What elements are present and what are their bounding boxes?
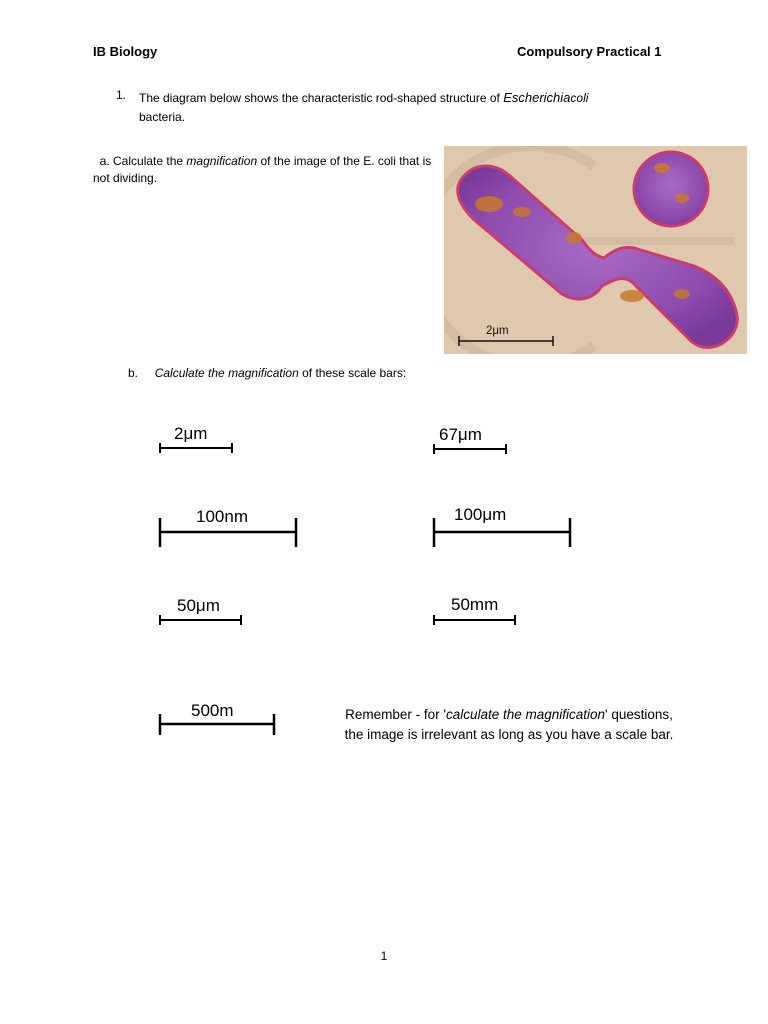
granule [620,290,644,302]
ecoli-micrograph [444,146,747,354]
part-a [93,153,433,187]
scale-bar-label: 67μm [439,425,482,444]
question-1-text [139,88,659,127]
scale-bar-2um [158,440,236,456]
granule [675,193,689,203]
scale-bar-100um [432,516,574,550]
micrograph-scale-label: 2μm [486,325,509,337]
species-name: coli [570,91,589,105]
scale-bar-label: 50μm [177,596,220,615]
reminder-note [344,705,674,745]
page-number: 1 [380,949,388,963]
question-1-end: bacteria. [139,110,186,124]
scale-bar-67um [432,441,510,457]
question-1 [116,88,589,124]
single-cell [634,152,708,226]
granule [513,207,531,217]
header-left: IB Biology [93,44,158,59]
scale-bar-100nm [158,516,300,550]
part-b-label: b. [128,366,139,380]
reminder-line2: the image is irrelevant as long as you have a scale bar. [344,727,674,742]
reminder-emph: calculate the magnification [445,707,606,722]
genus-name: Escherichia [503,90,571,105]
part-a-emph: magnification [186,154,258,168]
question-1-intro: The diagram below shows the characteristic rod-shaped structure of [139,91,500,105]
scale-bar-50mm [432,612,520,628]
part-b-suffix: of these scale bars: [302,366,407,380]
scale-bar-500m [158,712,278,738]
part-b-emph: Calculate the magnification [154,366,299,380]
scale-bar-label: 100nm [196,507,248,526]
granule [654,163,670,173]
reminder-prefix: Remember - for ' [345,707,446,722]
granule [475,196,503,212]
scale-bar-label: 100μm [454,505,507,524]
granule [674,289,690,299]
part-b [128,366,406,380]
scale-bar-label: 50mm [451,595,499,614]
question-number: 1. [116,88,127,102]
scale-bar-label: 2μm [174,424,208,443]
reminder-suffix: ' questions, [605,707,673,722]
granule [566,232,582,244]
scale-bar-50um [158,612,246,628]
part-a-prefix: a. Calculate the [99,154,184,168]
scale-bar-label: 500m [191,701,234,720]
header-right: Compulsory Practical 1 [517,44,662,59]
part-a-suffix: of the image of the E. coli that is not dividing. [93,154,432,185]
